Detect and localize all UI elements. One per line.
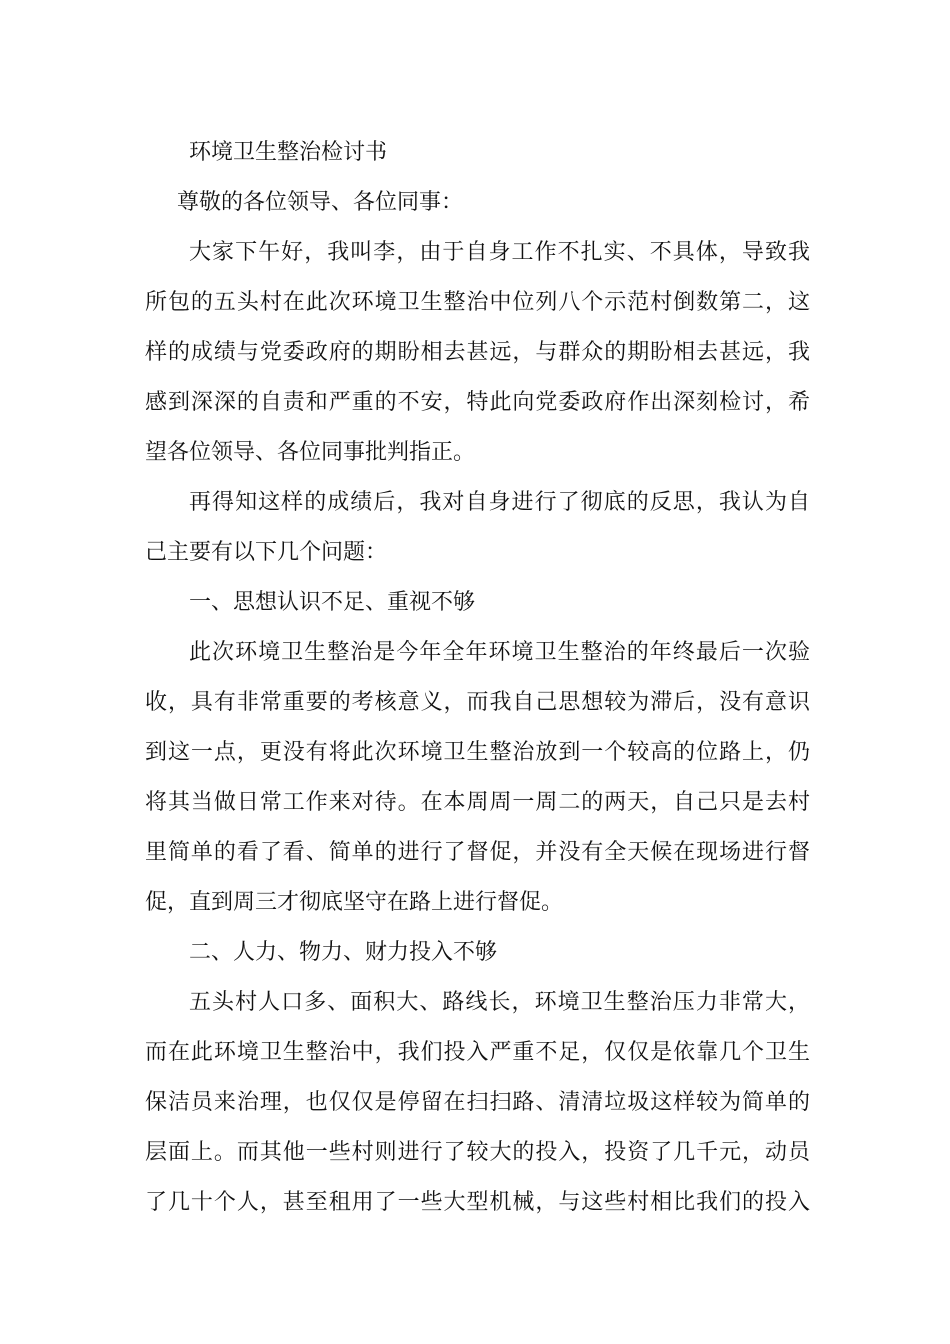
- paragraph-line: 再得知这样的成绩后，我对自身进行了彻底的反思，我认为自: [189, 490, 810, 515]
- paragraph-line: 层面上。而其他一些村则进行了较大的投入，投资了几千元，动员: [145, 1140, 810, 1165]
- section-heading: 二、人力、物力、财力投入不够: [189, 940, 498, 965]
- section-heading: 一、思想认识不足、重视不够: [189, 590, 476, 615]
- paragraph-line: 里简单的看了看、简单的进行了督促，并没有全天候在现场进行督: [145, 840, 810, 865]
- document-body: [145, 128, 810, 1228]
- paragraph-line: 将其当做日常工作来对待。在本周周一周二的两天，自己只是去村: [145, 790, 810, 815]
- paragraph-line: 此次环境卫生整治是今年全年环境卫生整治的年终最后一次验: [189, 640, 810, 665]
- paragraph-line: 所包的五头村在此次环境卫生整治中位列八个示范村倒数第二，这: [145, 290, 810, 315]
- paragraph-line: 了几十个人，甚至租用了一些大型机械，与这些村相比我们的投入: [145, 1190, 810, 1215]
- document-title: 环境卫生整治检讨书: [189, 140, 388, 165]
- paragraph-line: 五头村人口多、面积大、路线长，环境卫生整治压力非常大，: [189, 990, 810, 1015]
- paragraph-line: 己主要有以下几个问题：: [145, 540, 388, 565]
- paragraph-line: 而在此环境卫生整治中，我们投入严重不足，仅仅是依靠几个卫生: [145, 1040, 810, 1065]
- paragraph-line: 大家下午好，我叫李，由于自身工作不扎实、不具体，导致我: [189, 240, 810, 265]
- paragraph-line: 收，具有非常重要的考核意义，而我自己思想较为滞后，没有意识: [145, 690, 810, 715]
- paragraph-line: 促，直到周三才彻底坚守在路上进行督促。: [145, 890, 564, 915]
- paragraph-line: 到这一点，更没有将此次环境卫生整治放到一个较高的位路上，仍: [145, 740, 810, 765]
- paragraph-line: 样的成绩与党委政府的期盼相去甚远，与群众的期盼相去甚远，我: [145, 340, 810, 365]
- paragraph-line: 望各位领导、各位同事批判指正。: [145, 440, 476, 465]
- paragraph-line: 保洁员来治理，也仅仅是停留在扫扫路、清清垃圾这样较为简单的: [145, 1090, 810, 1115]
- paragraph-line: 感到深深的自责和严重的不安，特此向党委政府作出深刻检讨，希: [145, 390, 810, 415]
- salutation: 尊敬的各位领导、各位同事：: [177, 190, 464, 215]
